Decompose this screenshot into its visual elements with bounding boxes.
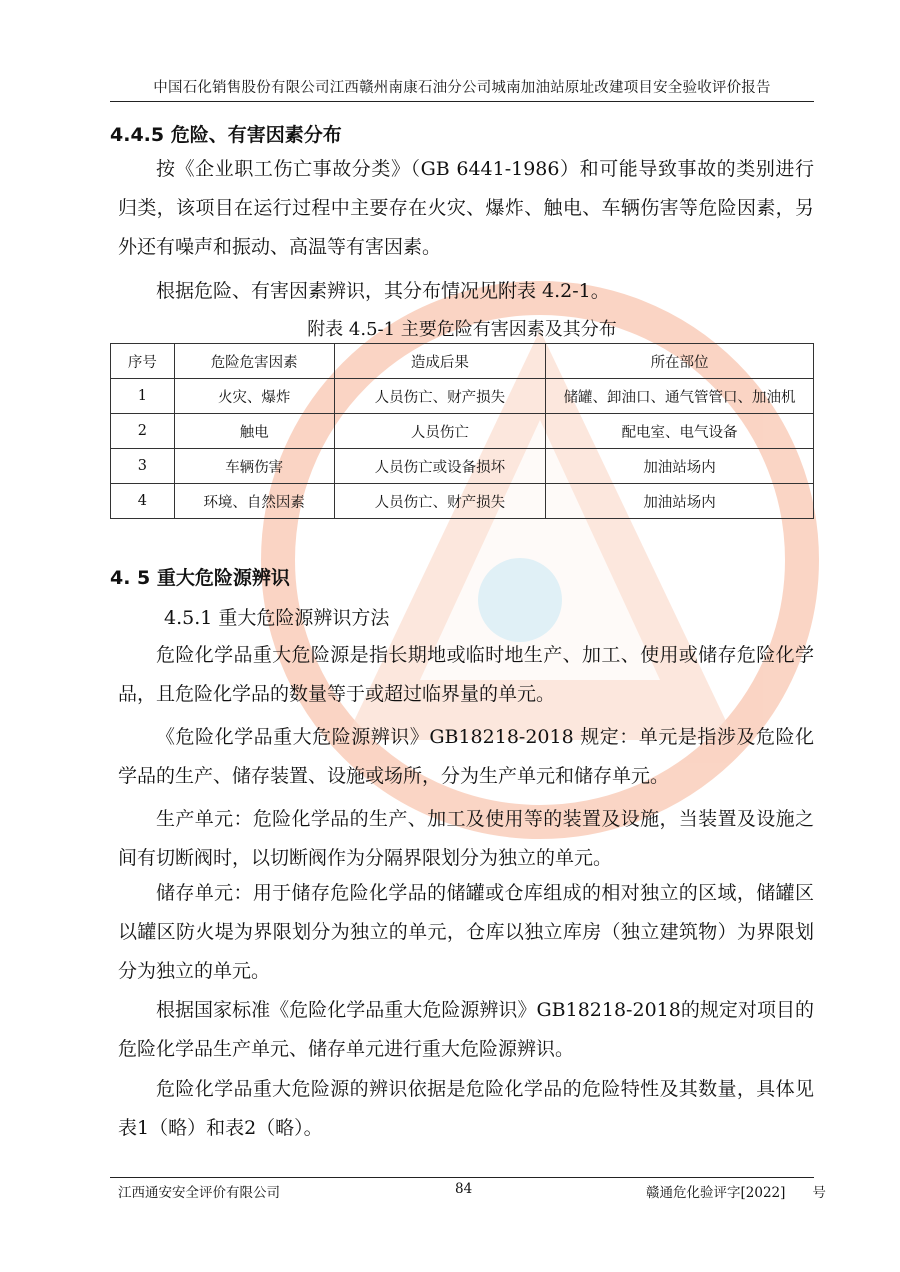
footer-divider	[110, 1177, 814, 1178]
table-cell: 储罐、卸油口、通气管管口、加油机	[546, 379, 814, 414]
table-cell: 触电	[174, 414, 334, 449]
table-cell: 人员伤亡、财产损失	[334, 484, 546, 519]
table-cell: 火灾、爆炸	[174, 379, 334, 414]
table-header-cell: 序号	[111, 344, 175, 379]
table-cell: 配电室、电气设备	[546, 414, 814, 449]
paragraph: 按《企业职工伤亡事故分类》（GB 6441-1986）和可能导致事故的类别进行归类，该项目在运行过程中主要存在火灾、爆炸、触电、车辆伤害等危险因素，另外还有噪声和振动、高温等有害因素。	[118, 158, 814, 258]
table-cell: 4	[111, 484, 175, 519]
table-cell: 环境、自然因素	[174, 484, 334, 519]
paragraph: 生产单元：危险化学品的生产、加工及使用等的装置及设施，当装置及设施之间有切断阀时，以切断阀作为分隔界限划分为独立的单元。	[118, 808, 814, 869]
table-row	[111, 484, 814, 519]
table-cell: 人员伤亡	[334, 414, 546, 449]
paragraph: 储存单元：用于储存危险化学品的储罐或仓库组成的相对独立的区域，储罐区以罐区防火堤为界限划分为独立的单元，仓库以独立库房（独立建筑物）为界限划分为独立的单元。	[118, 882, 814, 982]
table-cell: 2	[111, 414, 175, 449]
table-cell: 3	[111, 449, 175, 484]
paragraph: 危险化学品重大危险源是指长期地或临时地生产、加工、使用或储存危险化学品，且危险化学品的数量等于或超过临界量的单元。	[118, 644, 814, 705]
page-header: 中国石化销售股份有限公司江西赣州南康石油分公司城南加油站原址改建项目安全验收评价报告	[153, 80, 771, 96]
table-header-cell: 造成后果	[334, 344, 546, 379]
table-row	[111, 414, 814, 449]
table-cell: 1	[111, 379, 175, 414]
table-row	[111, 379, 814, 414]
table-header-row	[111, 344, 814, 379]
subsection-heading-4-5-1: 4.5.1 重大危险源辨识方法	[164, 607, 390, 629]
table-cell: 人员伤亡、财产损失	[334, 379, 546, 414]
paragraph: 根据国家标准《危险化学品重大危险源辨识》GB18218-2018的规定对项目的危险化学品生产单元、储存单元进行重大危险源辨识。	[118, 999, 814, 1060]
table-caption: 附表 4.5-1 主要危险有害因素及其分布	[307, 319, 617, 340]
table-header-cell: 所在部位	[546, 344, 814, 379]
paragraph: 根据危险、有害因素辨识，其分布情况见附表 4.2-1。	[156, 280, 610, 302]
table-row	[111, 449, 814, 484]
paragraph: 危险化学品重大危险源的辨识依据是危险化学品的危险特性及其数量，具体见表1（略）和表2（略）。	[118, 1078, 814, 1139]
header-divider	[110, 101, 814, 102]
table-cell: 加油站场内	[546, 484, 814, 519]
paragraph: 《危险化学品重大危险源辨识》GB18218-2018 规定：单元是指涉及危险化学品的生产、储存装置、设施或场所，分为生产单元和储存单元。	[118, 726, 814, 787]
footer-doc-number: 赣通危化验评字[2022] 号	[646, 1185, 826, 1201]
section-heading-4-5: 4. 5 重大危险源辨识	[110, 567, 290, 589]
page-number: 84	[455, 1181, 473, 1197]
footer-company: 江西通安安全评价有限公司	[118, 1185, 280, 1201]
table-header-cell: 危险危害因素	[174, 344, 334, 379]
table-cell: 加油站场内	[546, 449, 814, 484]
table-cell: 车辆伤害	[174, 449, 334, 484]
hazard-table	[110, 343, 814, 519]
table-cell: 人员伤亡或设备损坏	[334, 449, 546, 484]
section-heading-4-4-5: 4.4.5 危险、有害因素分布	[110, 124, 342, 146]
